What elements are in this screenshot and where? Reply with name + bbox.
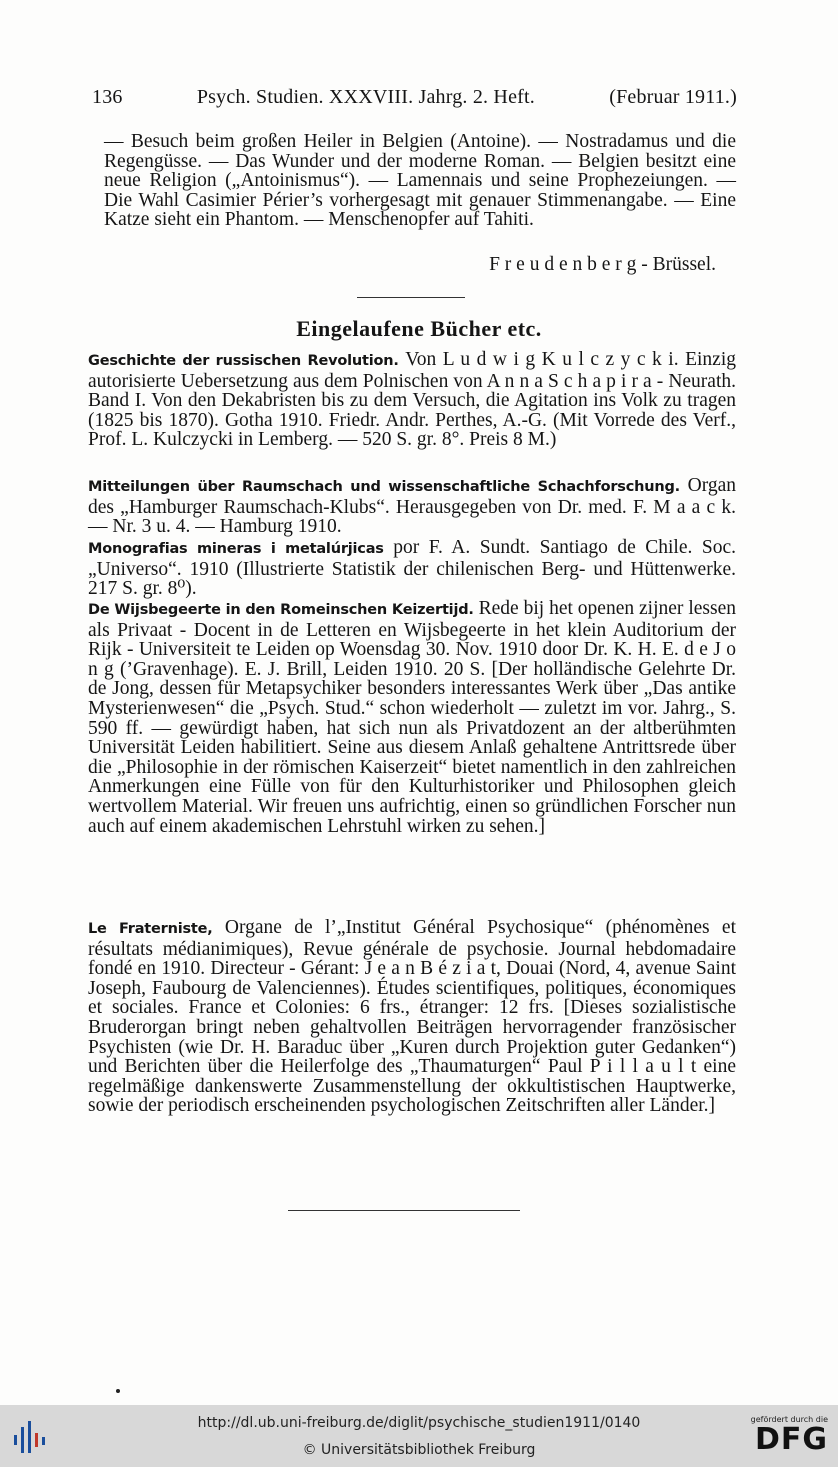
book-entry (88, 918, 736, 1116)
book-entry (88, 538, 736, 599)
header-date: (Februar 1911.) (609, 86, 737, 108)
running-header (92, 86, 737, 109)
entry-text: Von L u d w i g K u l c z y c k i. Einzig autorisierte Uebersetzung aus dem Polnischen von A n n a S c h a p i r a - Neurath. Band I. Von den Dekabristen bis zu dem Versuch, die Agitation ins Volk zu tragen (1825 bis 1870). Gotha 1910. Friedr. Andr. Perthes, A.-G. (Mit Vorrede des Verf., Prof. L. Kulczycki in Lemberg. — 520 S. gr. 8°. Preis 8 M.) (88, 349, 736, 451)
intro-paragraph: — Besuch beim großen Heiler in Belgien (Antoine). — Nostradamus und die Regengüsse. — Das Wunder und der moderne Roman. — Belgien besitzt eine neue Religion („Antoinismus“). — Lamennais und seine Prophezeiungen. — Die Wahl Casimier Périer’s vorhergesagt mit genauer Stimmenangabe. — Eine Katze sieht ein Phantom. — Menschenopfer auf Tahiti. (104, 131, 736, 231)
entry-text: Organ des „Hamburger Raumschach-Klubs“. Herausgegeben von Dr. med. F. M a a c k. — Nr. 3 u. 4. — Hamburg 1910. (88, 475, 736, 538)
entry-title: Mitteilungen über Raumschach und wissenschaftliche Schachforschung. (88, 479, 688, 495)
page-number: 136 (92, 86, 123, 108)
section-divider (357, 297, 465, 298)
entry-text: Organe de l’„Institut Général Psychosique“ (phénomènes et résultats médianimiques), Revue générale de psychosie. Journal hebdomadaire fondé en 1910. Directeur - Gérant: J e a n B é z i a t, Douai (Nord, 4, avenue Saint Joseph, Faubourg de Valenciennes). Études scientifiques, politiques, économiques et sociales. France et Colonies: 6 frs., étranger: 12 frs. [Dieses sozialistische Bruderorgan bringt neben gehaltvollen Beiträgen hervorragender französischer Psychisten (wie Dr. H. Baraduc über „Kuren durch Projektion guter Gedanken“) und Berichten über die Heilerfolge des „Thaumaturgen“ Paul P i l l a u l t eine regelmäßige dankenswerte Zusammenstellung der okkultistischen Hauptwerke, sowie der periodisch erscheinenden psychologischen Zeitschriften aller Länder.] (88, 917, 736, 1117)
dfg-caption: gefördert durch die (750, 1415, 828, 1424)
entry-text: por F. A. Sundt. Santiago de Chile. Soc. „Universo“. 1910 (Illustrierte Statistik der chilenischen Berg- und Hüttenwerke. 217 S. gr. 8⁰). (88, 537, 736, 600)
book-entry (88, 476, 736, 537)
book-entry (88, 350, 736, 450)
ink-dot (116, 1389, 120, 1393)
entry-title: Le Fraterniste, (88, 921, 225, 937)
running-title: Psych. Studien. XXXVIII. Jahrg. 2. Heft. (196, 86, 535, 108)
footer-bar (0, 1405, 838, 1467)
entry-title: De Wijsbegeerte in den Romeinschen Keizertijd. (88, 602, 479, 618)
dfg-wordmark: DFG (754, 1422, 828, 1457)
dfg-logo (736, 1415, 828, 1463)
entry-title: Geschichte der russischen Revolution. (88, 353, 406, 369)
signature: F r e u d e n b e r g - Brüssel. (489, 254, 716, 275)
footer-copyright: © Universitätsbibliothek Freiburg (302, 1442, 536, 1458)
book-entry (88, 599, 736, 836)
footer-url-link[interactable]: http://dl.ub.uni-freiburg.de/diglit/psychische_studien1911/0140 (197, 1415, 641, 1431)
section-title: Eingelaufene Bücher etc. (296, 316, 542, 341)
end-divider (288, 1210, 520, 1211)
entry-text: Rede bij het openen zijner lessen als Privaat - Docent in de Letteren en Wijsbegeerte in het klein Auditorium der Rijk - Universiteit te Leiden op Woensdag 30. Nov. 1910 door Dr. K. H. E. d e J o n g (’Gravenhage). E. J. Brill, Leiden 1910. 20 S. [Der holländische Gelehrte Dr. de Jong, dessen für Metapsychiker besonders interessantes Werk über „Das antike Mysterienwesen“ die „Psych. Stud.“ schon wiederholt — zuletzt im vor. Jahrg., S. 590 ff. — gewürdigt haben, hat sich nun als Privatdozent an der altberühmten Universität Leiden habilitiert. Seine aus diesem Anlaß gehaltene Antrittsrede über die „Philosophie in der römischen Kaiserzeit“ bietet namentlich in den zahlreichen Anmerkungen eine Fülle von für den Kulturhistoriker und Philosophen gleich wertvollem Material. Wir freuen uns aufrichtig, einen so gründlichen Forscher nun auch auf einem akademischen Lehrstuhl wirken zu sehen.] (88, 598, 736, 837)
entry-title: Monografias mineras i metalúrjicas (88, 541, 394, 557)
